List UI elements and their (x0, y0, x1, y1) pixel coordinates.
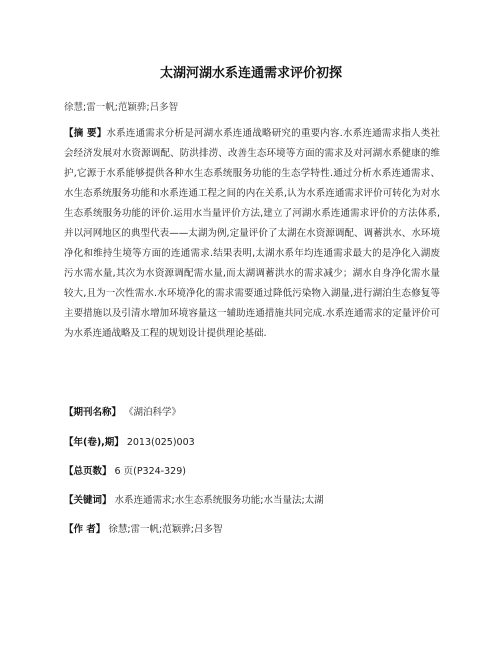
abstract-label: 【摘 要】 (64, 128, 107, 139)
field-value: 6 页(P324-329) (114, 466, 186, 477)
document-title: 太湖河湖水系连通需求评价初探 (159, 66, 342, 81)
field-label: 【关键词】 (64, 495, 112, 506)
field-label: 【总页数】 (64, 466, 112, 477)
field-label: 【期刊名称】 (64, 407, 122, 418)
field-authors (64, 521, 440, 535)
field-journal-name (64, 404, 440, 418)
field-value: 《湖泊科学》 (124, 407, 182, 418)
abstract-paragraph (64, 124, 440, 344)
field-keywords (64, 492, 440, 506)
field-value: 水系连通需求;水生态系统服务功能;水当量法;太湖 (114, 495, 324, 506)
field-value: 2013(025)003 (126, 437, 195, 448)
author-line: 徐慧;雷一帆;范颖骅;吕多智 (64, 102, 179, 113)
field-label: 【年(卷),期】 (64, 437, 124, 448)
abstract-text: 水系连通需求分析是河湖水系连通战略研究的重要内容.水系连通需求指人类社会经济发展对水资源调配、防洪排涝、改善生态环境等方面的需求及对河湖水系健康的维护,它源于水系能够提供各种水生态系统服务功能的生态学特性.通过分析水系连通需求、水生态系统服务功能和水系连通工程之间的内在关系,认为水系连通需求评价可转化为对水生态系统服务功能的评价.运用水当量评价方法,建立了河湖水系连通需求评价的方法体系,并以河网地区的典型代表——太湖为例,定量评价了太湖在水资源调配、调蓄洪水、水环境净化和维持生境等方面的连通需求.结果表明,太湖水系年均连通需求最大的是净化入湖废污水需水量,其次为水资源调配需水量,而太湖调蓄洪水的需求减少；湖水自身净化需水量较大,且为一次性需水.水环境净化的需求需要通过降低污染物入湖量,进行湖泊生态修复等主要措施以及引清水增加环境容量这一辅助连通措施共同完成.水系连通需求的定量评价可为水系连通战略及工程的规划设计提供理论基础. (64, 128, 440, 339)
field-total-pages (64, 463, 440, 477)
field-year-volume-issue (64, 434, 440, 448)
field-label: 【作 者】 (64, 524, 106, 535)
field-value: 徐慧;雷一帆;范颖骅;吕多智 (108, 524, 223, 535)
